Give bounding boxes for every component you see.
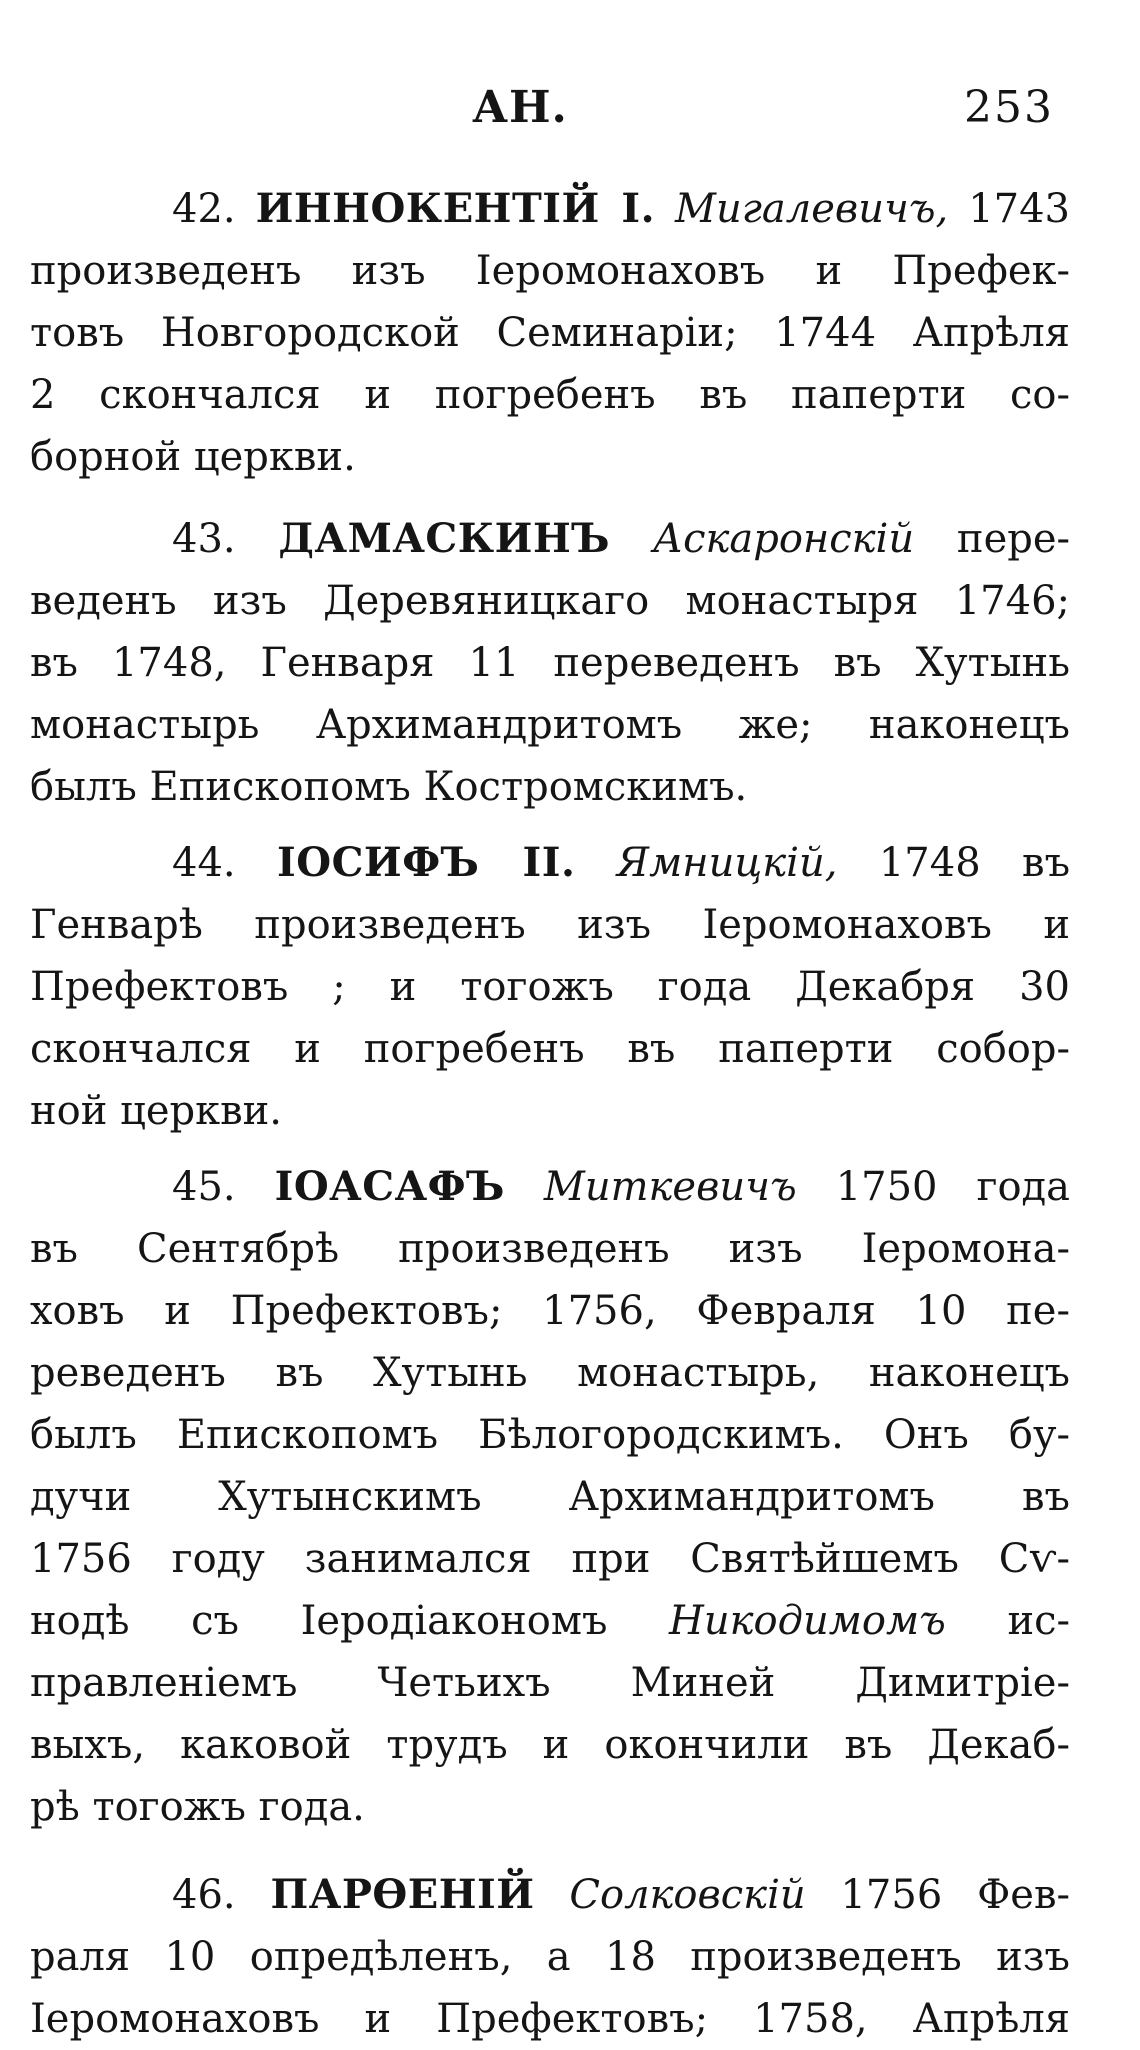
entry-line: товъ Новгородской Семинаріи; 1744 Апрѣля — [30, 310, 1070, 356]
entry-line: Префектовъ ; и тогожъ года Декабря 30 — [30, 964, 1070, 1010]
entry-line: правленіемъ Четьихъ Миней Димитріе- — [30, 1660, 1070, 1706]
entry-number: 45. — [172, 1164, 236, 1210]
bishop-surname: Миткевичъ — [543, 1164, 797, 1210]
entry-line: веденъ изъ Деревяницкаго монастыря 1746; — [30, 578, 1070, 624]
page-header — [30, 72, 1070, 144]
entry-line — [30, 832, 1070, 894]
bishop-name: ИННОКЕНТІЙ I. — [255, 185, 656, 232]
entry-text: 1748 въ — [878, 840, 1071, 886]
entry-number: 44. — [172, 840, 236, 886]
entry-text: 1750 года — [835, 1164, 1070, 1210]
entry-text: пере- — [956, 516, 1071, 562]
entry-number: 43. — [172, 516, 236, 562]
entry-line: скончался и погребенъ въ паперти собор- — [30, 1026, 1070, 1072]
bishop-name: ІОСИФЪ II. — [277, 839, 576, 886]
entry-line: Іеромонаховъ и Префектовъ; 1758, Апрѣля — [30, 1996, 1070, 2042]
entry-text: 1756 Фев- — [840, 1872, 1071, 1918]
entry-text: ис- — [1007, 1598, 1071, 1644]
running-head: АН. — [472, 82, 568, 133]
entry-line: въ 1748, Генваря 11 переведенъ въ Хутынь — [30, 640, 1070, 686]
bishop-surname: Ямницкій, — [616, 840, 838, 886]
entry-line: раля 10 опредѣленъ, а 18 произведенъ изъ — [30, 1934, 1070, 1980]
bishop-name: ДАМАСКИНЪ — [278, 515, 610, 562]
italic-name: Никодимомъ — [669, 1598, 946, 1644]
entry-text: 1743 — [968, 186, 1070, 232]
entry-line: ховъ и Префектовъ; 1756, Февраля 10 пе- — [30, 1288, 1070, 1334]
entry-number: 46. — [172, 1872, 236, 1918]
entry-line — [30, 1590, 1070, 1652]
entry-line — [30, 1156, 1070, 1218]
entry-line — [30, 508, 1070, 570]
entry-line: Генварѣ произведенъ изъ Іеромонаховъ и — [30, 902, 1070, 948]
entry-line: былъ Епископомъ Костромскимъ. — [30, 764, 748, 810]
bishop-surname: Солковскій — [569, 1872, 806, 1918]
entry-46 — [30, 1864, 1070, 2050]
entry-line: 2 скончался и погребенъ въ паперти со- — [30, 372, 1070, 418]
entry-42 — [30, 178, 1070, 488]
bishop-surname: Мигалевичъ, — [675, 186, 949, 232]
entry-line: произведенъ изъ Іеромонаховъ и Префек- — [30, 248, 1070, 294]
entry-line: въ Сентябрѣ произведенъ изъ Іеромона- — [30, 1226, 1070, 1272]
entry-line: былъ Епископомъ Бѣлогородскимъ. Онъ бу- — [30, 1412, 1070, 1458]
entry-line: ной церкви. — [30, 1088, 283, 1134]
entry-45 — [30, 1156, 1070, 1838]
entry-44 — [30, 832, 1070, 1142]
page-number: 253 — [964, 82, 1054, 133]
bishop-name: ПАРѲЕНІЙ — [270, 1871, 535, 1918]
entry-number: 42. — [172, 186, 236, 232]
entry-line: монастырь Архимандритомъ же; наконецъ — [30, 702, 1070, 748]
entry-line — [30, 1864, 1070, 1926]
bishop-surname: Аскаронскій — [652, 516, 915, 562]
entry-line: дучи Хутынскимъ Архимандритомъ въ — [30, 1474, 1070, 1520]
entry-line: реведенъ въ Хутынь монастырь, наконецъ — [30, 1350, 1070, 1396]
entry-line: борной церкви. — [30, 434, 356, 480]
entry-line — [30, 178, 1070, 240]
entry-line: выхъ, каковой трудъ и окончили въ Декаб- — [30, 1722, 1070, 1768]
entry-text: нодѣ съ Іеродіакономъ — [30, 1598, 608, 1644]
bishop-name: ІОАСАФЪ — [274, 1163, 505, 1210]
entry-line: рѣ тогожъ года. — [30, 1784, 365, 1830]
entry-43 — [30, 508, 1070, 818]
entry-line: 1756 году занимался при Святѣйшемъ Сѵ- — [30, 1536, 1070, 1582]
